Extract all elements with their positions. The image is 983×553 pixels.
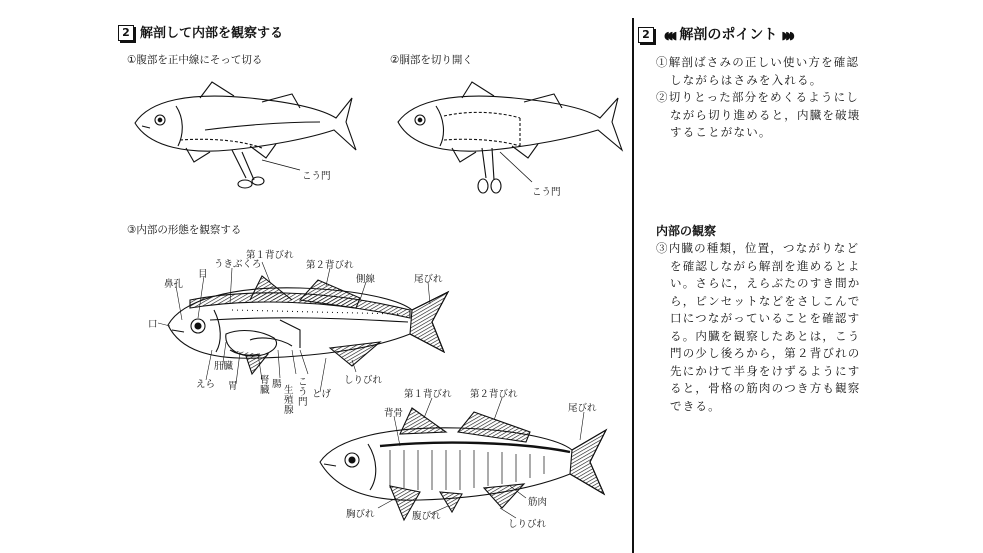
fig3-label-lateral-line: 側線 <box>356 274 376 285</box>
step-3-caption: ③内部の形態を観察する <box>127 224 242 236</box>
point-item-1: ①解剖ばさみの正しい使い方を確認しながらはさみを入れる。 <box>656 55 860 87</box>
fig3-label-kidney: 腎臓 <box>260 375 270 396</box>
point-list <box>656 54 871 142</box>
point-item-2: ②切りとった部分をめくるようにしながら切り進めると，内臓を破壊することがない。 <box>656 90 861 139</box>
fig3-label-eye: 目 <box>198 269 208 280</box>
right-section-number-badge: 2 <box>638 27 654 43</box>
fig3-label-spine: とげ <box>312 389 332 400</box>
section-number-badge: 2 <box>118 25 134 41</box>
fig3-label-nostril: 鼻孔 <box>164 279 184 290</box>
fig3-label-gill: えら <box>196 379 216 390</box>
fig4-label-pelvic: 腹びれ <box>412 511 441 522</box>
fig3-label-dorsal1: 第１背びれ <box>246 250 294 261</box>
fig3-label-swim-bladder: うきぶくろ <box>214 259 262 270</box>
step-2-caption: ②胴部を切り開く <box>390 54 473 66</box>
inside-title: 内部の観察 <box>656 224 717 238</box>
fig3-label-tail-fin: 尾びれ <box>414 274 443 285</box>
fig4-label-muscle: 筋肉 <box>528 497 548 508</box>
fig2-label-anus: こう門 <box>532 187 561 198</box>
deco-left-icon: ◖◖◖ <box>664 29 676 42</box>
fig3-label-dorsal2: 第２背びれ <box>306 260 354 271</box>
deco-right-icon: ◗◗◗ <box>781 29 793 42</box>
fish-2-outline <box>398 82 622 193</box>
fig4-label-pectoral: 胸びれ <box>346 509 375 520</box>
column-divider <box>632 18 634 553</box>
inside-item-1: ③内臓の種類，位置，つながりなどを確認しながら解剖を進めるとよい。さらに，えらぶたのすき間から，ピンセットなどをさしこんで口につながっていることを確認する。内臓を観察したあとは，こう門の少し後ろから，第２背びれの先にかけて半身をけずるようにすると，骨格の筋肉のつき方も観察できる。 <box>656 241 861 413</box>
fig3-label-stomach: 胃 <box>228 381 238 392</box>
fig1-label-anus: こう門 <box>302 171 331 182</box>
right-section-header <box>638 24 793 44</box>
step-1-caption: ①腹部を正中線にそって切る <box>127 54 263 66</box>
point-title: 解剖のポイント <box>679 27 778 43</box>
fig4-label-tail-fin: 尾びれ <box>568 403 597 414</box>
inside-list <box>656 240 871 415</box>
fig3-label-anal-fin: しりびれ <box>344 375 383 386</box>
fig4-label-backbone: 背骨 <box>384 408 404 419</box>
fish-4-skeleton <box>320 408 606 520</box>
fig3-label-mouth: 口 <box>148 319 158 330</box>
fig3-label-liver: 肝臓 <box>214 361 234 372</box>
fig4-label-anal-fin: しりびれ <box>508 519 547 530</box>
fig4-label-dorsal2: 第２背びれ <box>470 389 518 400</box>
fig3-label-gonad: 生殖腺 <box>284 385 294 416</box>
section-title: 解剖して内部を観察する <box>140 26 284 41</box>
fig3-label-anus: こう門 <box>298 377 308 408</box>
fig4-label-dorsal1: 第１背びれ <box>404 389 452 400</box>
fig3-label-intestine: 腸 <box>272 379 282 390</box>
